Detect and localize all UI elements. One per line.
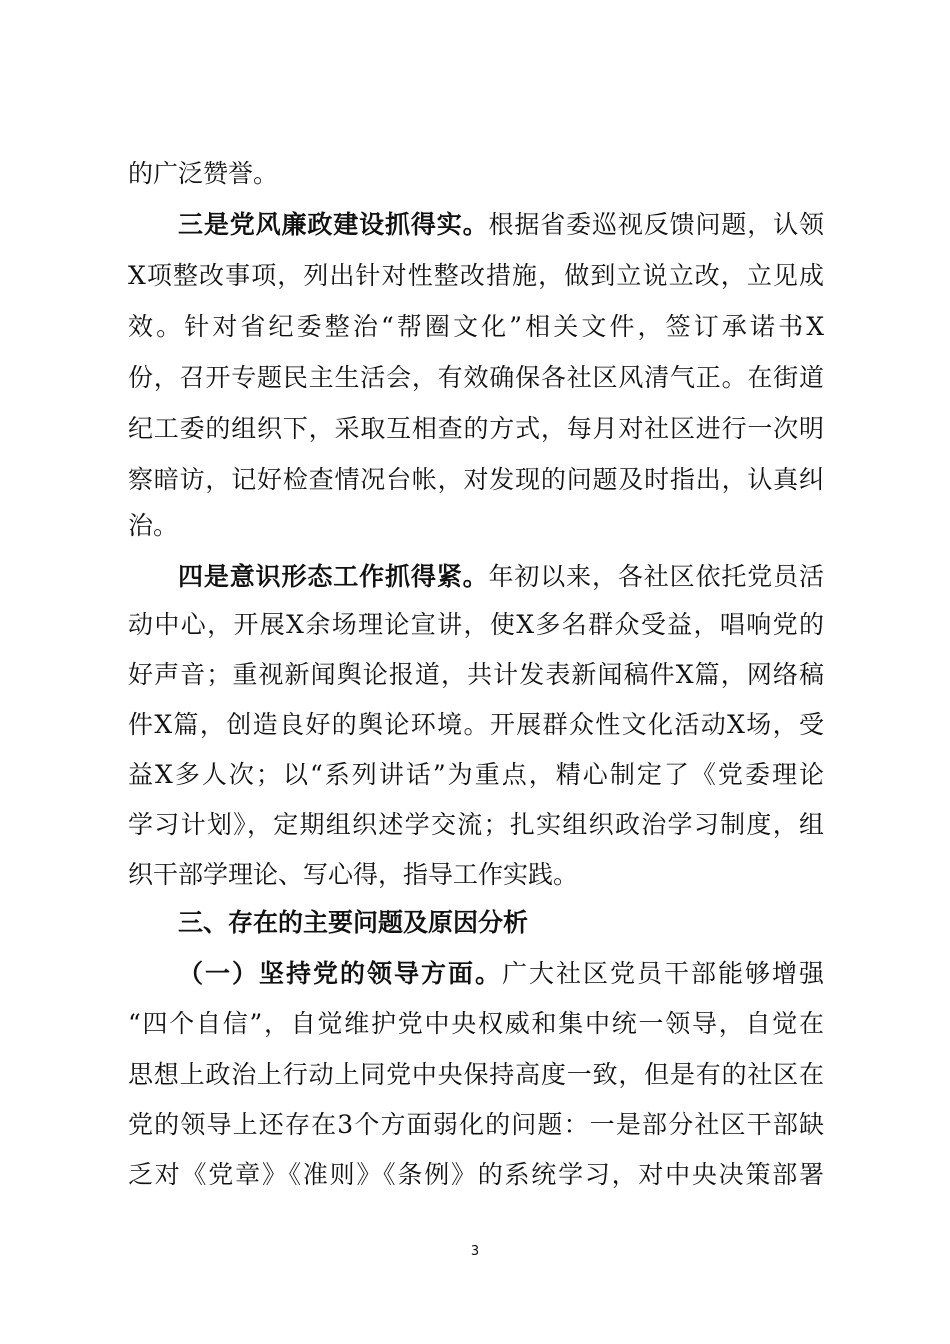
paragraph-line: 学习计划》，定期组织述学交流；扎实组织政治学习制度，组: [128, 810, 824, 839]
paragraph-line: 件X篇，创造良好的舆论环境。开展群众性文化活动X场，受: [128, 710, 824, 739]
paragraph-line: 益X多人次；以“系列讲话”为重点，精心制定了《党委理论: [128, 760, 824, 789]
paragraph-line: “四个自信”，自觉维护党中央权威和集中统一领导，自觉在: [128, 1009, 824, 1038]
paragraph-line: 治。: [128, 511, 179, 540]
paragraph-line: 思想上政治上行动上同党中央保持高度一致，但是有的社区在: [128, 1060, 824, 1089]
section-heading: 三、存在的主要问题及原因分析: [178, 908, 529, 937]
paragraph-line: 份，召开专题民主生活会，有效确保各社区风清气正。在街道: [128, 363, 824, 392]
paragraph-line: 察暗访，记好检查情况台帐，对发现的问题及时指出，认真纠: [128, 465, 824, 494]
paragraph-line: 纪工委的组织下，采取互相查的方式，每月对社区进行一次明: [128, 414, 824, 443]
paragraph-line: [178, 205, 824, 245]
paragraph-lead: （一）坚持党的领导方面。: [178, 959, 502, 988]
page-number: 3: [470, 1244, 480, 1259]
paragraph-text: 年初以来，各社区依托党员活: [488, 562, 824, 591]
paragraph-text: 根据省委巡视反馈问题，认领: [488, 210, 824, 239]
paragraph-text: 广大社区党员干部能够增强: [502, 959, 824, 988]
paragraph-line: 效。针对省纪委整治“帮圈文化”相关文件，签订承诺书X: [128, 312, 824, 341]
paragraph-line: 动中心，开展X余场理论宣讲，使X多名群众受益，唱响党的: [128, 610, 824, 639]
paragraph-line: 党的领导上还存在3个方面弱化的问题：一是部分社区干部缺: [128, 1110, 824, 1139]
paragraph-line: 织干部学理论、写心得，指导工作实践。: [128, 860, 579, 889]
paragraph-line: [178, 954, 824, 994]
paragraph-line: 好声音；重视新闻舆论报道，共计发表新闻稿件X篇，网络稿: [128, 660, 824, 689]
paragraph-lead: 四是意识形态工作抓得紧。: [178, 562, 489, 591]
paragraph-line: 的广泛赞誉。: [128, 159, 279, 188]
paragraph-line: [178, 557, 824, 597]
paragraph-line: 乏对《党章》《准则》《条例》的系统学习，对中央决策部署: [128, 1160, 824, 1189]
paragraph-line: X项整改事项，列出针对性整改措施，做到立说立改，立见成: [128, 261, 824, 290]
paragraph-lead: 三是党风廉政建设抓得实。: [178, 210, 489, 239]
